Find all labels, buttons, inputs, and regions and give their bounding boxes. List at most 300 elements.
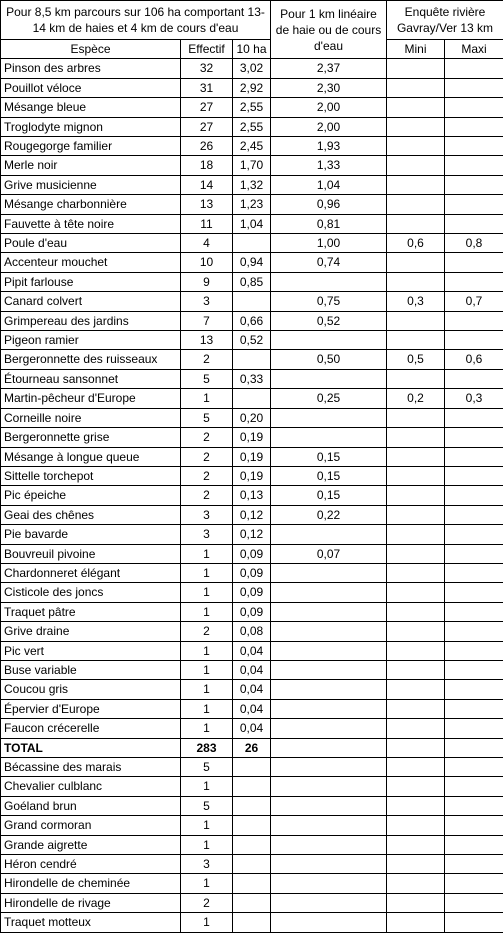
species-cell: Héron cendré	[1, 855, 181, 874]
ten-ha-cell: 0,04	[233, 641, 271, 660]
table-row	[1, 156, 503, 175]
empty-cell	[271, 893, 387, 912]
table-row	[1, 486, 503, 505]
per-km-cell	[271, 583, 387, 602]
effectif-cell: 2	[181, 447, 233, 466]
empty-cell	[387, 855, 445, 874]
extra-table-row	[1, 855, 503, 874]
ten-ha-cell: 0,19	[233, 466, 271, 485]
maxi-cell	[445, 137, 503, 156]
ten-ha-cell	[233, 350, 271, 369]
mini-cell	[387, 505, 445, 524]
per-km-cell: 2,30	[271, 78, 387, 97]
per-km-cell: 0,25	[271, 389, 387, 408]
species-cell: Pic épeiche	[1, 486, 181, 505]
empty-cell	[387, 738, 445, 757]
mini-cell	[387, 78, 445, 97]
ten-ha-cell: 0,33	[233, 369, 271, 388]
species-cell: Cisticole des joncs	[1, 583, 181, 602]
per-km-cell: 1,00	[271, 234, 387, 253]
maxi-cell	[445, 622, 503, 641]
table-row	[1, 331, 503, 350]
effectif-cell: 1	[181, 563, 233, 582]
effectif-cell: 3	[181, 505, 233, 524]
mini-cell	[387, 156, 445, 175]
per-km-cell: 0,15	[271, 486, 387, 505]
ten-ha-cell: 2,55	[233, 98, 271, 117]
mini-cell	[387, 447, 445, 466]
ten-ha-cell: 0,19	[233, 447, 271, 466]
species-cell: Corneille noire	[1, 408, 181, 427]
table-row	[1, 234, 503, 253]
species-cell: Grand cormoran	[1, 816, 181, 835]
header-row-3	[1, 40, 503, 59]
per-km-cell: 0,74	[271, 253, 387, 272]
ten-ha-cell: 0,52	[233, 331, 271, 350]
effectif-cell: 2	[181, 486, 233, 505]
per-km-cell: 0,52	[271, 311, 387, 330]
effectif-cell: 1	[181, 699, 233, 718]
empty-cell	[271, 758, 387, 777]
maxi-cell	[445, 719, 503, 738]
maxi-cell	[445, 505, 503, 524]
per-km-cell	[271, 272, 387, 291]
effectif-cell: 5	[181, 408, 233, 427]
species-cell: Coucou gris	[1, 680, 181, 699]
per-km-cell: 0,15	[271, 466, 387, 485]
effectif-cell: 3	[181, 525, 233, 544]
effectif-cell: 18	[181, 156, 233, 175]
effectif-cell: 3	[181, 292, 233, 311]
ten-ha-cell	[233, 292, 271, 311]
empty-cell	[233, 893, 271, 912]
empty-cell	[445, 777, 503, 796]
maxi-cell: 0,8	[445, 234, 503, 253]
mini-cell: 0,3	[387, 292, 445, 311]
total-ten-ha: 26	[233, 738, 271, 757]
effectif-cell: 1	[181, 913, 233, 932]
species-cell: Pie bavarde	[1, 525, 181, 544]
per-km-cell	[271, 408, 387, 427]
maxi-cell	[445, 156, 503, 175]
mini-cell	[387, 214, 445, 233]
empty-cell	[445, 738, 503, 757]
ten-ha-cell: 1,04	[233, 214, 271, 233]
effectif-cell: 1	[181, 719, 233, 738]
ten-ha-cell: 0,04	[233, 719, 271, 738]
species-cell: Martin-pêcheur d'Europe	[1, 389, 181, 408]
table-row	[1, 214, 503, 233]
extra-table-row	[1, 796, 503, 815]
empty-cell	[445, 796, 503, 815]
empty-cell	[387, 874, 445, 893]
effectif-cell: 7	[181, 311, 233, 330]
per-km-cell: 0,50	[271, 350, 387, 369]
empty-cell	[233, 835, 271, 854]
effectif-cell: 1	[181, 544, 233, 563]
species-cell: Accenteur mouchet	[1, 253, 181, 272]
ten-ha-cell: 0,09	[233, 544, 271, 563]
mini-cell: 0,6	[387, 234, 445, 253]
total-label: TOTAL	[1, 738, 181, 757]
maxi-cell	[445, 641, 503, 660]
table-row	[1, 137, 503, 156]
maxi-cell	[445, 447, 503, 466]
ten-ha-cell: 0,04	[233, 660, 271, 679]
ten-ha-cell: 0,85	[233, 272, 271, 291]
per-km-cell	[271, 719, 387, 738]
mini-cell	[387, 719, 445, 738]
ten-ha-cell: 0,19	[233, 428, 271, 447]
ten-ha-cell: 1,70	[233, 156, 271, 175]
species-cell: Épervier d'Europe	[1, 699, 181, 718]
species-cell: Grimpereau des jardins	[1, 311, 181, 330]
effectif-cell: 1	[181, 874, 233, 893]
species-cell: Mésange à longue queue	[1, 447, 181, 466]
extra-table-row	[1, 777, 503, 796]
per-km-cell	[271, 622, 387, 641]
per-km-cell: 0,81	[271, 214, 387, 233]
mini-cell	[387, 680, 445, 699]
species-cell: Grive musicienne	[1, 175, 181, 194]
effectif-cell: 31	[181, 78, 233, 97]
empty-cell	[233, 796, 271, 815]
empty-cell	[271, 874, 387, 893]
maxi-cell	[445, 428, 503, 447]
effectif-cell: 11	[181, 214, 233, 233]
species-cell: Buse variable	[1, 660, 181, 679]
empty-cell	[233, 758, 271, 777]
effectif-cell: 5	[181, 758, 233, 777]
per-km-cell: 1,33	[271, 156, 387, 175]
ten-ha-cell: 0,09	[233, 563, 271, 582]
mini-cell	[387, 641, 445, 660]
empty-cell	[233, 777, 271, 796]
per-km-cell	[271, 680, 387, 699]
per-km-cell: 2,00	[271, 117, 387, 136]
mini-cell: 0,2	[387, 389, 445, 408]
per-km-cell	[271, 428, 387, 447]
empty-cell	[387, 913, 445, 932]
ten-ha-column-header: 10 ha	[233, 40, 271, 59]
maxi-cell	[445, 175, 503, 194]
species-cell: Troglodyte mignon	[1, 117, 181, 136]
effectif-cell: 13	[181, 331, 233, 350]
empty-cell	[233, 816, 271, 835]
empty-cell	[233, 913, 271, 932]
effectif-cell: 5	[181, 796, 233, 815]
table-row	[1, 660, 503, 679]
mini-cell	[387, 253, 445, 272]
per-km-cell	[271, 699, 387, 718]
ten-ha-cell: 0,20	[233, 408, 271, 427]
empty-cell	[271, 816, 387, 835]
ten-ha-cell: 0,09	[233, 583, 271, 602]
species-cell: Grande aigrette	[1, 835, 181, 854]
species-cell: Bécassine des marais	[1, 758, 181, 777]
table-row	[1, 195, 503, 214]
species-cell: Rougegorge familier	[1, 137, 181, 156]
maxi-cell	[445, 525, 503, 544]
per-km-cell: 0,15	[271, 447, 387, 466]
table-row	[1, 253, 503, 272]
maxi-cell	[445, 680, 503, 699]
ten-ha-cell: 3,02	[233, 59, 271, 78]
effectif-cell: 2	[181, 622, 233, 641]
species-cell: Pouillot véloce	[1, 78, 181, 97]
species-cell: Canard colvert	[1, 292, 181, 311]
table-row	[1, 719, 503, 738]
species-cell: Bouvreuil pivoine	[1, 544, 181, 563]
mini-cell	[387, 525, 445, 544]
species-cell: Grive draine	[1, 622, 181, 641]
mini-cell	[387, 544, 445, 563]
maxi-cell	[445, 369, 503, 388]
species-cell: Pic vert	[1, 641, 181, 660]
table-row	[1, 98, 503, 117]
empty-cell	[445, 893, 503, 912]
species-cell: Pigeon ramier	[1, 331, 181, 350]
species-cell: Étourneau sansonnet	[1, 369, 181, 388]
maxi-cell	[445, 253, 503, 272]
ten-ha-cell: 2,55	[233, 117, 271, 136]
maxi-cell	[445, 59, 503, 78]
effectif-cell: 2	[181, 466, 233, 485]
ten-ha-cell: 0,04	[233, 699, 271, 718]
maxi-cell: 0,3	[445, 389, 503, 408]
effectif-cell: 1	[181, 641, 233, 660]
species-cell: Pinson des arbres	[1, 59, 181, 78]
empty-cell	[445, 855, 503, 874]
maxi-cell	[445, 486, 503, 505]
ten-ha-cell: 0,12	[233, 505, 271, 524]
effectif-cell: 1	[181, 602, 233, 621]
empty-cell	[387, 816, 445, 835]
species-cell: Mésange charbonnière	[1, 195, 181, 214]
table-row	[1, 292, 503, 311]
effectif-cell: 13	[181, 195, 233, 214]
ten-ha-cell: 0,09	[233, 602, 271, 621]
empty-cell	[387, 777, 445, 796]
table-row	[1, 78, 503, 97]
effectif-cell: 1	[181, 835, 233, 854]
per-km-cell: 2,00	[271, 98, 387, 117]
species-cell: Pipit farlouse	[1, 272, 181, 291]
species-cell: Poule d'eau	[1, 234, 181, 253]
empty-cell	[387, 893, 445, 912]
empty-cell	[271, 777, 387, 796]
per-km-cell: 1,04	[271, 175, 387, 194]
mini-cell	[387, 699, 445, 718]
maxi-cell	[445, 117, 503, 136]
maxi-cell: 0,6	[445, 350, 503, 369]
extra-table-row	[1, 874, 503, 893]
mini-cell	[387, 311, 445, 330]
species-cell: Hirondelle de cheminée	[1, 874, 181, 893]
river-survey-header: Enquête rivière Gavray/Ver 13 km	[387, 1, 503, 40]
table-row	[1, 117, 503, 136]
effectif-cell: 27	[181, 98, 233, 117]
maxi-cell	[445, 544, 503, 563]
table-row	[1, 525, 503, 544]
maxi-cell	[445, 408, 503, 427]
species-cell: Mésange bleue	[1, 98, 181, 117]
per-km-cell	[271, 641, 387, 660]
maxi-cell	[445, 272, 503, 291]
effectif-cell: 2	[181, 893, 233, 912]
mini-cell	[387, 195, 445, 214]
empty-cell	[445, 874, 503, 893]
effectif-cell: 26	[181, 137, 233, 156]
species-cell: Faucon crécerelle	[1, 719, 181, 738]
ten-ha-cell: 0,13	[233, 486, 271, 505]
table-row	[1, 680, 503, 699]
mini-cell	[387, 563, 445, 582]
mini-cell	[387, 486, 445, 505]
survey-header: Pour 8,5 km parcours sur 106 ha comportant 13-14 km de haies et 4 km de cours d'eau	[1, 1, 271, 40]
extra-table-row	[1, 893, 503, 912]
mini-cell	[387, 369, 445, 388]
mini-cell	[387, 98, 445, 117]
effectif-cell: 10	[181, 253, 233, 272]
effectif-cell: 2	[181, 428, 233, 447]
ten-ha-cell: 0,04	[233, 680, 271, 699]
table-row	[1, 428, 503, 447]
mini-cell	[387, 466, 445, 485]
effectif-cell: 1	[181, 389, 233, 408]
maxi-cell	[445, 466, 503, 485]
mini-cell	[387, 428, 445, 447]
empty-cell	[271, 913, 387, 932]
maxi-cell	[445, 602, 503, 621]
ten-ha-cell: 0,08	[233, 622, 271, 641]
species-cell: Chevalier culblanc	[1, 777, 181, 796]
ten-ha-cell	[233, 389, 271, 408]
maxi-cell	[445, 583, 503, 602]
maxi-cell	[445, 563, 503, 582]
table-row	[1, 408, 503, 427]
mini-cell	[387, 117, 445, 136]
species-cell: Traquet motteux	[1, 913, 181, 932]
effectif-cell: 3	[181, 855, 233, 874]
table-row	[1, 369, 503, 388]
total-row	[1, 738, 503, 757]
ten-ha-cell: 2,45	[233, 137, 271, 156]
per-km-cell: 0,07	[271, 544, 387, 563]
empty-cell	[271, 855, 387, 874]
extra-table-row	[1, 816, 503, 835]
ten-ha-cell: 0,12	[233, 525, 271, 544]
per-km-cell	[271, 331, 387, 350]
table-row	[1, 447, 503, 466]
effectif-column-header: Effectif	[181, 40, 233, 59]
maxi-cell	[445, 331, 503, 350]
empty-cell	[271, 796, 387, 815]
maxi-cell	[445, 195, 503, 214]
table-row	[1, 59, 503, 78]
mini-cell: 0,5	[387, 350, 445, 369]
species-column-header: Espèce	[1, 40, 181, 59]
table-row	[1, 389, 503, 408]
table-row	[1, 350, 503, 369]
empty-cell	[387, 835, 445, 854]
table-row	[1, 602, 503, 621]
empty-cell	[387, 796, 445, 815]
per-km-cell	[271, 369, 387, 388]
per-km-cell: 2,37	[271, 59, 387, 78]
effectif-cell: 1	[181, 660, 233, 679]
species-cell: Bergeronnette grise	[1, 428, 181, 447]
ten-ha-cell: 0,94	[233, 253, 271, 272]
species-cell: Fauvette à tête noire	[1, 214, 181, 233]
ten-ha-cell: 2,92	[233, 78, 271, 97]
maxi-cell	[445, 311, 503, 330]
empty-cell	[445, 758, 503, 777]
maxi-cell	[445, 214, 503, 233]
ten-ha-cell: 0,66	[233, 311, 271, 330]
mini-cell	[387, 137, 445, 156]
mini-cell	[387, 59, 445, 78]
ten-ha-cell: 1,23	[233, 195, 271, 214]
ten-ha-cell: 1,32	[233, 175, 271, 194]
effectif-cell: 5	[181, 369, 233, 388]
extra-table-row	[1, 758, 503, 777]
effectif-cell: 1	[181, 777, 233, 796]
effectif-cell: 4	[181, 234, 233, 253]
table-row	[1, 622, 503, 641]
table-row	[1, 505, 503, 524]
effectif-cell: 14	[181, 175, 233, 194]
mini-cell	[387, 175, 445, 194]
empty-cell	[445, 913, 503, 932]
species-cell: Hirondelle de rivage	[1, 893, 181, 912]
effectif-cell: 32	[181, 59, 233, 78]
mini-cell	[387, 622, 445, 641]
per-km-cell: 0,22	[271, 505, 387, 524]
per-km-cell	[271, 563, 387, 582]
empty-cell	[233, 855, 271, 874]
table-row	[1, 311, 503, 330]
table-row	[1, 641, 503, 660]
mini-cell	[387, 660, 445, 679]
table-row	[1, 583, 503, 602]
maxi-column-header: Maxi	[445, 40, 503, 59]
species-cell: Geai des chênes	[1, 505, 181, 524]
table-row	[1, 699, 503, 718]
mini-cell	[387, 272, 445, 291]
empty-cell	[271, 738, 387, 757]
ten-ha-cell	[233, 234, 271, 253]
extra-table-row	[1, 913, 503, 932]
per-km-cell	[271, 660, 387, 679]
effectif-cell: 1	[181, 583, 233, 602]
per-km-cell: 0,75	[271, 292, 387, 311]
species-cell: Bergeronnette des ruisseaux	[1, 350, 181, 369]
maxi-cell	[445, 660, 503, 679]
table-row	[1, 563, 503, 582]
per-km-cell: 0,96	[271, 195, 387, 214]
empty-cell	[233, 874, 271, 893]
table-row	[1, 466, 503, 485]
empty-cell	[445, 835, 503, 854]
maxi-cell	[445, 98, 503, 117]
table-row	[1, 544, 503, 563]
effectif-cell: 1	[181, 680, 233, 699]
mini-cell	[387, 602, 445, 621]
maxi-cell	[445, 78, 503, 97]
table-row	[1, 272, 503, 291]
total-effectif: 283	[181, 738, 233, 757]
